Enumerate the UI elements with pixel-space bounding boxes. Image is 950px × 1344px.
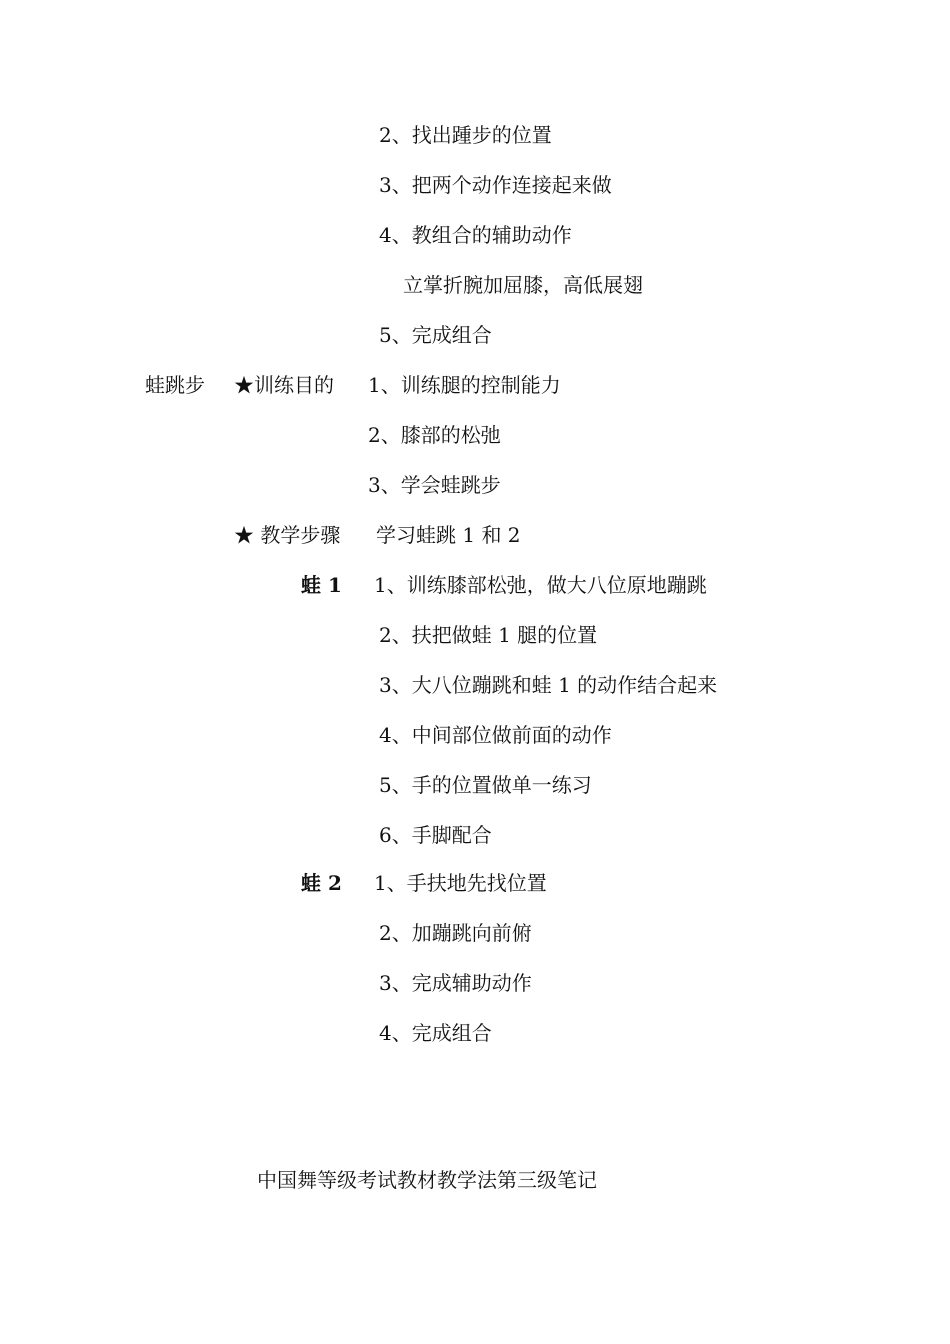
wa1-label: 蛙 1 xyxy=(301,573,342,597)
section-title: 蛙跳步 xyxy=(145,373,205,397)
wa1-item: 1、训练膝部松弛，做大八位原地蹦跳 xyxy=(374,573,707,597)
step-subline: 立掌折腕加屈膝，高低展翅 xyxy=(403,273,643,297)
wa2-item: 2、加蹦跳向前俯 xyxy=(379,921,532,945)
wa2-item: 4、完成组合 xyxy=(379,1021,492,1045)
step-line: 5、完成组合 xyxy=(379,323,492,347)
wa1-item: 6、手脚配合 xyxy=(379,823,492,847)
wa1-item: 3、大八位蹦跳和蛙 1 的动作结合起来 xyxy=(379,673,718,697)
goal-label: ★训练目的 xyxy=(234,373,334,397)
steps-intro: 学习蛙跳 1 和 2 xyxy=(376,523,521,547)
wa1-item: 4、中间部位做前面的动作 xyxy=(379,723,612,747)
steps-label: ★ 教学步骤 xyxy=(234,523,341,547)
goal-item: 3、学会蛙跳步 xyxy=(368,473,501,497)
goal-item: 2、膝部的松弛 xyxy=(368,423,501,447)
goal-item: 1、训练腿的控制能力 xyxy=(368,373,561,397)
page-footer: 中国舞等级考试教材教学法第三级笔记 xyxy=(257,1168,597,1192)
wa1-item: 2、扶把做蛙 1 腿的位置 xyxy=(379,623,598,647)
step-line: 3、把两个动作连接起来做 xyxy=(379,173,612,197)
step-line: 4、教组合的辅助动作 xyxy=(379,223,572,247)
wa2-item: 3、完成辅助动作 xyxy=(379,971,532,995)
wa1-item: 5、手的位置做单一练习 xyxy=(379,773,592,797)
step-line: 2、找出踵步的位置 xyxy=(379,123,552,147)
wa2-item: 1、手扶地先找位置 xyxy=(374,871,547,895)
wa2-label: 蛙 2 xyxy=(301,871,342,895)
